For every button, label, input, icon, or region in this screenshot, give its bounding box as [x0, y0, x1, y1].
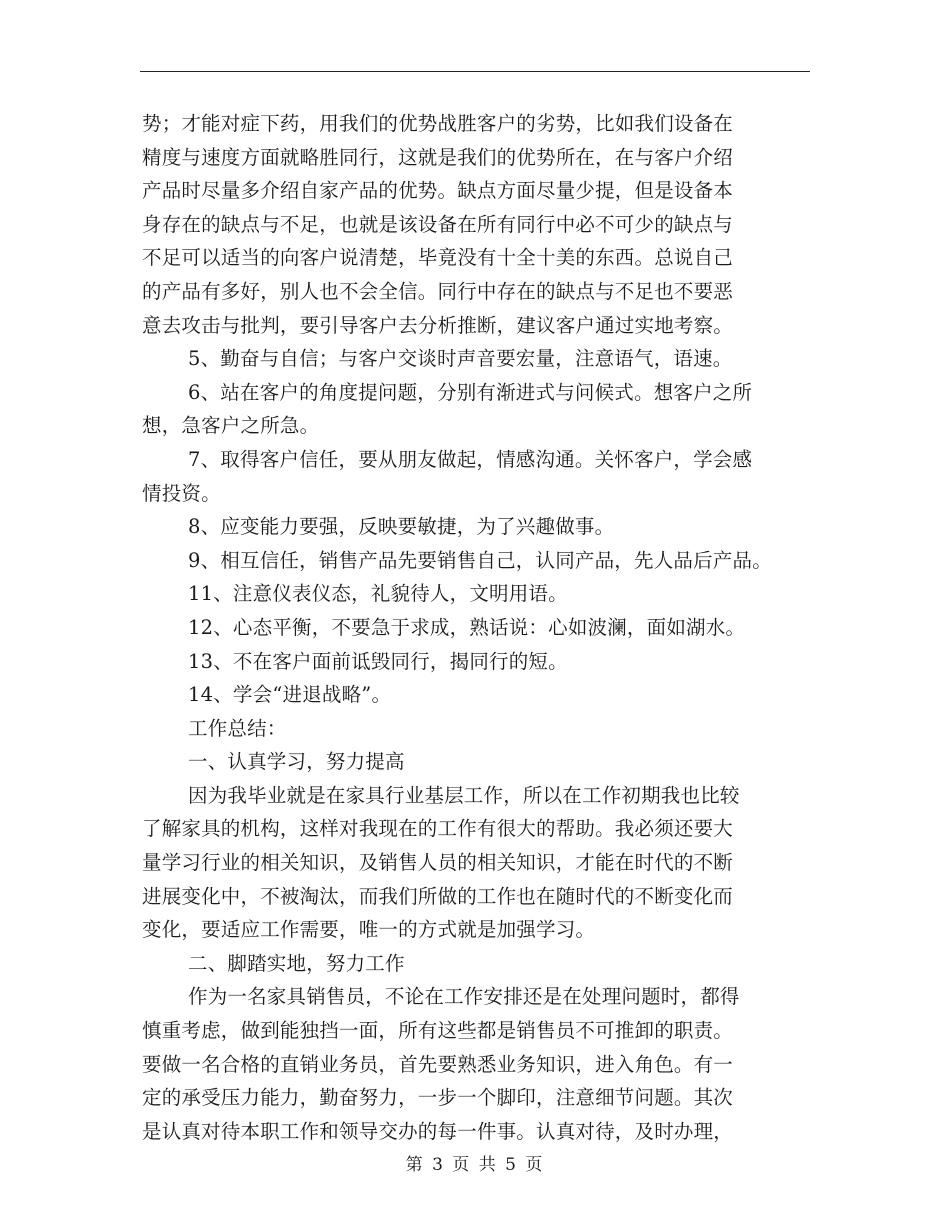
paragraph-line: 作为一名家具销售员，不论在工作安排还是在处理问题时，都得 — [188, 985, 740, 1009]
text-line: 量学习行业的相关知识，及销售人员的相关知识，才能在时代的不断 — [142, 851, 734, 875]
text-line: 精度与速度方面就略胜同行，这就是我们的优势所在，在与客户介绍 — [142, 145, 734, 169]
subheading-work: 二、脚踏实地，努力工作 — [188, 951, 405, 975]
text-line: 情投资。 — [142, 481, 221, 505]
text-line: 势；才能对症下药，用我们的优势战胜客户的劣势，比如我们设备在 — [142, 112, 734, 135]
text-line: 身存在的缺点与不足，也就是该设备在所有同行中必不可少的缺点与 — [142, 212, 734, 236]
header-rule — [140, 71, 810, 72]
list-item-5: 5、勤奋与自信；与客户交谈时声音要宏量，注意语气，语速。 — [188, 347, 733, 371]
text-line: 是认真对待本职工作和领导交办的每一件事。认真对待，及时办理， — [142, 1119, 734, 1143]
text-line: 定的承受压力能力，勤奋努力，一步一个脚印，注意细节问题。其次 — [142, 1086, 734, 1110]
text-line: 要做一名合格的直销业务员，首先要熟悉业务知识，进入角色。有一 — [142, 1052, 734, 1076]
text-line: 不足可以适当的向客户说清楚，毕竟没有十全十美的东西。总说自己 — [142, 246, 734, 270]
text-line: 想，急客户之所急。 — [142, 414, 320, 438]
list-item-14: 14、学会“进退战略”。 — [188, 683, 392, 707]
text-line: 慎重考虑，做到能独挡一面，所有这些都是销售员不可推卸的职责。 — [142, 1019, 734, 1043]
list-item-8: 8、应变能力要强，反映要敏捷，为了兴趣做事。 — [188, 515, 615, 539]
text-line: 了解家具的机构，这样对我现在的工作有很大的帮助。我必须还要大 — [142, 817, 734, 841]
subheading-study: 一、认真学习，努力提高 — [188, 750, 405, 774]
list-item-13: 13、不在客户面前诋毁同行，揭同行的短。 — [188, 649, 568, 673]
document-body — [142, 107, 842, 1148]
list-item-11: 11、注意仪表仪态，礼貌待人，文明用语。 — [188, 582, 568, 606]
list-item-9: 9、相互信任，销售产品先要销售自己，认同产品，先人品后产品。 — [188, 548, 772, 572]
text-line: 进展变化中，不被淘汰，而我们所做的工作也在随时代的不断变化而 — [142, 884, 734, 908]
text-line: 的产品有多好，别人也不会全信。同行中存在的缺点与不足也不要恶 — [142, 279, 734, 303]
section-heading-work-summary: 工作总结： — [188, 716, 287, 740]
list-item-12: 12、心态平衡，不要急于求成，熟话说：心如波澜，面如湖水。 — [188, 615, 746, 639]
text-line: 产品时尽量多介绍自家产品的优势。缺点方面尽量少提，但是设备本 — [142, 179, 734, 203]
page-number-footer: 第 3 页 共 5 页 — [405, 1155, 545, 1175]
paragraph-line: 因为我毕业就是在家具行业基层工作，所以在工作初期我也比较 — [188, 783, 740, 807]
text-line: 变化，要适应工作需要，唯一的方式就是加强学习。 — [142, 918, 596, 942]
list-item-7: 7、取得客户信任，要从朋友做起，情感沟通。关怀客户，学会感 — [188, 447, 753, 471]
list-item-6: 6、站在客户的角度提问题，分别有渐进式与问候式。想客户之所 — [188, 380, 753, 404]
text-line: 意去攻击与批判，要引导客户去分析推断，建议客户通过实地考察。 — [142, 313, 734, 337]
